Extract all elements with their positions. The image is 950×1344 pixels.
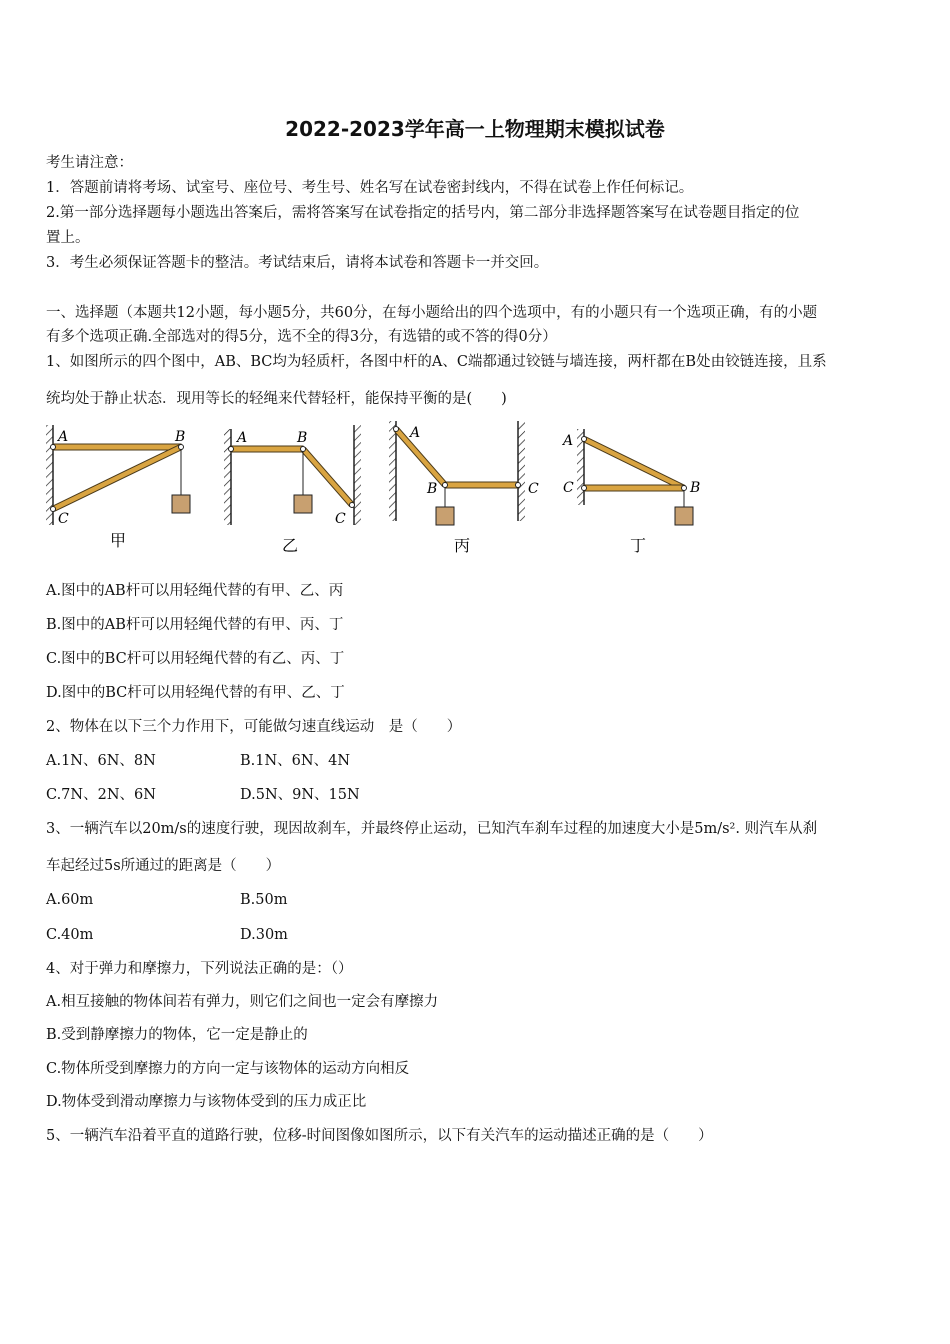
diagram-ding — [561, 429, 700, 555]
q1-option-a: A.图中的AB杆可以用轻绳代替的有甲、乙、丙 — [46, 583, 344, 599]
q3-option-d: D.30m — [240, 927, 288, 943]
q2-option-a: A.1N、6N、8N — [46, 753, 156, 769]
label-a: A — [410, 425, 421, 441]
rod-ab — [231, 446, 303, 452]
q1-stem-cont: 统均处于静止状态．现用等长的轻绳来代替轻杆，能保持平衡的是( ) — [46, 391, 507, 407]
label-a: A — [58, 429, 69, 445]
notice-item-3: 3．考生必须保证答题卡的整洁。考试结束后，请将本试卷和答题卡一并交回。 — [46, 255, 549, 271]
notice-header: 考生请注意： — [46, 155, 133, 171]
q3-option-c: C.40m — [46, 927, 94, 943]
notice-item-1: 1．答题前请将考场、试室号、座位号、考生号、姓名写在试卷密封线内，不得在试卷上作任何标记。 — [46, 180, 694, 196]
q1-figure — [40, 415, 730, 560]
rod-bc — [445, 482, 518, 488]
q3-stem: 3、一辆汽车以20m/s的速度行驶，现因故刹车，并最终停止运动，已知汽车刹车过程的加速度大小是5m/s². 则汽车从刹 — [46, 821, 818, 837]
q4-option-c: C.物体所受到摩擦力的方向一定与该物体的运动方向相反 — [46, 1061, 410, 1077]
q4-option-a: A.相互接触的物体间若有弹力，则它们之间也一定会有摩擦力 — [46, 994, 439, 1010]
label-c: C — [528, 481, 539, 497]
q3-stem-cont: 车起经过5s所通过的距离是（ ） — [46, 858, 281, 874]
diagram-yi — [224, 425, 361, 555]
q3-option-a: A.60m — [46, 892, 94, 908]
caption-ding: 丁 — [630, 536, 647, 555]
q1-option-b: B.图中的AB杆可以用轻绳代替的有甲、丙、丁 — [46, 617, 344, 633]
q1-option-c: C.图中的BC杆可以用轻绳代替的有乙、丙、丁 — [46, 651, 345, 667]
q3-option-b: B.50m — [240, 892, 288, 908]
caption-jia: 甲 — [110, 531, 127, 550]
q2-option-c: C.7N、2N、6N — [46, 787, 156, 803]
q4-option-b: B.受到静摩擦力的物体，它一定是静止的 — [46, 1027, 308, 1043]
q2-stem: 2、物体在以下三个力作用下，可能做匀速直线运动 是（ ） — [46, 719, 462, 735]
label-b: B — [175, 429, 186, 445]
q4-option-d: D.物体受到滑动摩擦力与该物体受到的压力成正比 — [46, 1094, 367, 1110]
label-b: B — [427, 481, 438, 497]
q1-option-d: D.图中的BC杆可以用轻绳代替的有甲、乙、丁 — [46, 685, 345, 701]
rod-ab — [53, 444, 181, 450]
label-c: C — [563, 480, 574, 496]
q5-stem: 5、一辆汽车沿着平直的道路行驶，位移-时间图像如图所示，以下有关汽车的运动描述正确的是（ ） — [46, 1128, 713, 1144]
hanging-block — [436, 507, 454, 525]
q2-option-b: B.1N、6N、4N — [240, 753, 351, 769]
notice-item-2: 2.第一部分选择题每小题选出答案后，需将答案写在试卷指定的括号内，第二部分非选择题答案写在试卷题目指定的位 — [46, 205, 800, 221]
rod-bc — [584, 485, 684, 491]
diagram-jia — [46, 425, 190, 550]
label-b: B — [690, 480, 701, 496]
q4-stem: 4、对于弹力和摩擦力，下列说法正确的是：（） — [46, 961, 353, 977]
hanging-block — [675, 507, 693, 525]
q1-stem: 1、如图所示的四个图中，AB、BC均为轻质杆，各图中杆的A、C端都通过铰链与墙连接，两杆都在B处由铰链连接，且系 — [46, 354, 827, 370]
diagram-bing — [389, 421, 539, 555]
hanging-block — [172, 495, 190, 513]
section-heading: 一、选择题（本题共12小题，每小题5分，共60分，在每小题给出的四个选项中，有的小题只有一个选项正确，有的小题 — [46, 305, 818, 321]
label-a: A — [237, 430, 248, 446]
section-heading-cont: 有多个选项正确.全部选对的得5分，选不全的得3分，有选错的或不答的得0分） — [46, 329, 557, 345]
label-c: C — [335, 511, 346, 527]
label-b: B — [297, 430, 308, 446]
label-a: A — [563, 433, 574, 449]
q2-option-d: D.5N、9N、15N — [240, 787, 360, 803]
notice-item-2-cont: 置上。 — [46, 230, 90, 246]
caption-yi: 乙 — [282, 536, 299, 555]
hanging-block — [294, 495, 312, 513]
page-title: 2022-2023学年高一上物理期末模拟试卷 — [285, 117, 665, 141]
caption-bing: 丙 — [454, 536, 471, 555]
label-c: C — [58, 511, 69, 527]
